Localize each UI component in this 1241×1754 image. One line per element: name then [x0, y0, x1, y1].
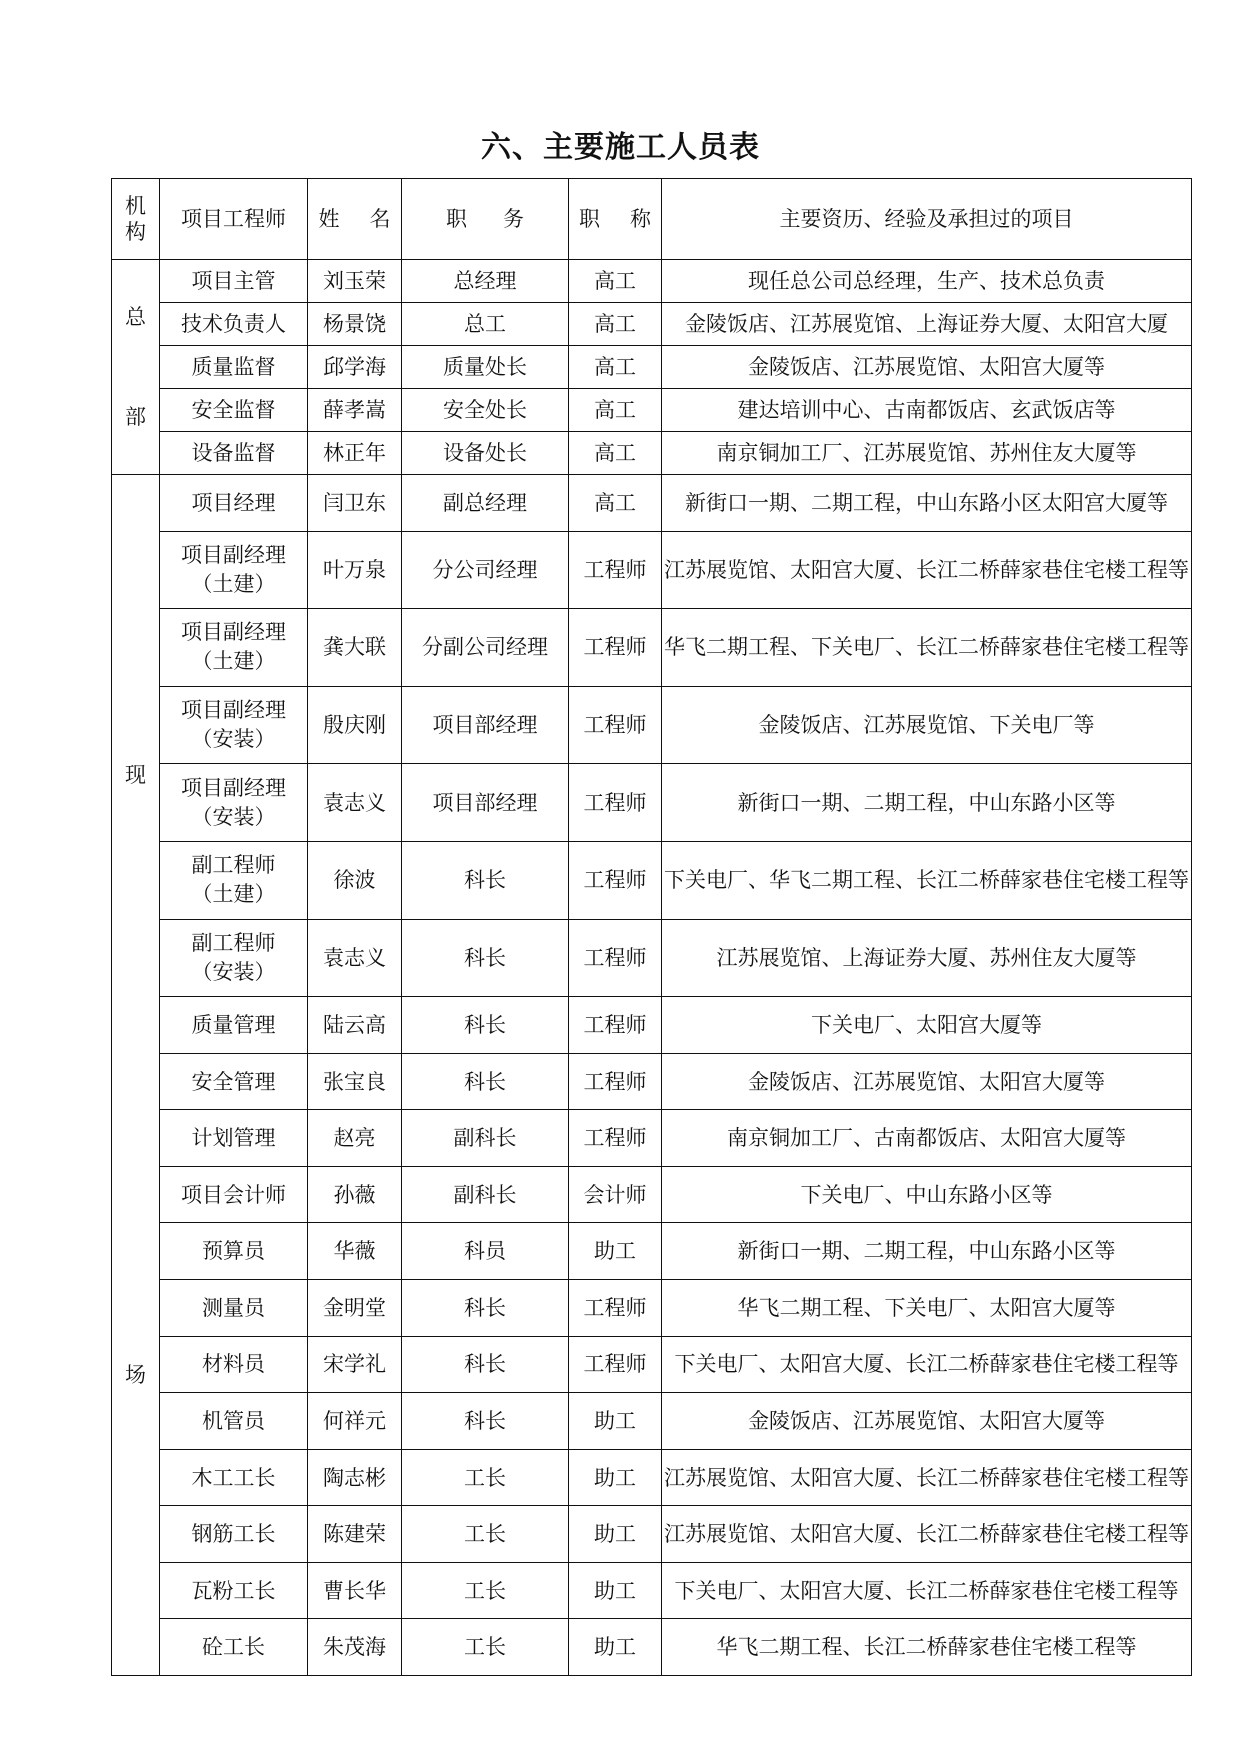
position-cell: 科长 — [402, 1393, 569, 1450]
table-row — [112, 1223, 1192, 1280]
role-cell: 技术负责人 — [160, 303, 308, 346]
position-cell: 总工 — [402, 303, 569, 346]
projects-cell: 华飞二期工程、长江二桥薛家巷住宅楼工程等 — [662, 1619, 1192, 1676]
table-row — [112, 686, 1192, 764]
table-row — [112, 260, 1192, 303]
title-cell: 高工 — [569, 346, 662, 389]
projects-cell: 下关电厂、太阳宫大厦等 — [662, 997, 1192, 1054]
position-cell: 工长 — [402, 1562, 569, 1619]
projects-cell: 金陵饭店、江苏展览馆、下关电厂等 — [662, 686, 1192, 764]
org-group-label: 部 — [125, 405, 146, 429]
name-cell: 金明堂 — [308, 1280, 402, 1337]
table-row — [112, 1110, 1192, 1167]
projects-cell: 下关电厂、太阳宫大厦、长江二桥薛家巷住宅楼工程等 — [662, 1336, 1192, 1393]
position-cell: 工长 — [402, 1449, 569, 1506]
title-cell: 工程师 — [569, 686, 662, 764]
name-cell: 袁志义 — [308, 919, 402, 997]
title-cell: 助工 — [569, 1619, 662, 1676]
title-cell: 高工 — [569, 432, 662, 475]
name-cell: 何祥元 — [308, 1393, 402, 1450]
name-cell: 龚大联 — [308, 609, 402, 687]
position-cell: 分副公司经理 — [402, 609, 569, 687]
role-cell: 项目会计师 — [160, 1166, 308, 1223]
projects-cell: 南京铜加工厂、江苏展览馆、苏州住友大厦等 — [662, 432, 1192, 475]
role-cell: 设备监督 — [160, 432, 308, 475]
name-cell: 林正年 — [308, 432, 402, 475]
position-cell: 科长 — [402, 1280, 569, 1337]
name-cell: 徐波 — [308, 842, 402, 920]
header-role: 项目工程师 — [160, 179, 308, 260]
projects-cell: 建达培训中心、古南都饭店、玄武饭店等 — [662, 389, 1192, 432]
header-position: 职 务 — [402, 179, 569, 260]
role-cell: 机管员 — [160, 1393, 308, 1450]
role-cell: 瓦粉工长 — [160, 1562, 308, 1619]
name-cell: 殷庆刚 — [308, 686, 402, 764]
name-cell: 曹长华 — [308, 1562, 402, 1619]
header-org: 机 构 — [112, 179, 160, 260]
name-cell: 杨景饶 — [308, 303, 402, 346]
position-cell: 科员 — [402, 1223, 569, 1280]
table-row — [112, 432, 1192, 475]
header-title: 职 称 — [569, 179, 662, 260]
title-cell: 工程师 — [569, 609, 662, 687]
title-cell: 工程师 — [569, 842, 662, 920]
position-cell: 副科长 — [402, 1110, 569, 1167]
title-cell: 工程师 — [569, 919, 662, 997]
table-row — [112, 842, 1192, 920]
title-cell: 工程师 — [569, 531, 662, 609]
title-cell: 高工 — [569, 389, 662, 432]
projects-cell: 江苏展览馆、上海证券大厦、苏州住友大厦等 — [662, 919, 1192, 997]
name-cell: 张宝良 — [308, 1053, 402, 1110]
projects-cell: 金陵饭店、江苏展览馆、太阳宫大厦等 — [662, 1393, 1192, 1450]
org-group-cell — [112, 475, 160, 1676]
role-cell: 项目副经理 （安装） — [160, 764, 308, 842]
title-cell: 工程师 — [569, 1110, 662, 1167]
projects-cell: 新街口一期、二期工程，中山东路小区等 — [662, 764, 1192, 842]
position-cell: 科长 — [402, 842, 569, 920]
position-cell: 副科长 — [402, 1166, 569, 1223]
header-name: 姓 名 — [308, 179, 402, 260]
position-cell: 质量处长 — [402, 346, 569, 389]
role-cell: 安全监督 — [160, 389, 308, 432]
role-cell: 质量管理 — [160, 997, 308, 1054]
table-row — [112, 1449, 1192, 1506]
table-row — [112, 764, 1192, 842]
page-title: 六、主要施工人员表 — [481, 130, 760, 165]
name-cell: 宋学礼 — [308, 1336, 402, 1393]
table-row — [112, 1053, 1192, 1110]
name-cell: 闫卫东 — [308, 475, 402, 532]
role-cell: 副工程师 （安装） — [160, 919, 308, 997]
title-cell: 高工 — [569, 475, 662, 532]
table-row — [112, 1393, 1192, 1450]
position-cell: 设备处长 — [402, 432, 569, 475]
table-row — [112, 1619, 1192, 1676]
position-cell: 科长 — [402, 997, 569, 1054]
position-cell: 项目部经理 — [402, 764, 569, 842]
position-cell: 科长 — [402, 1053, 569, 1110]
org-group-label: 现 — [125, 763, 146, 787]
name-cell: 陆云高 — [308, 997, 402, 1054]
role-cell: 项目副经理 （土建） — [160, 531, 308, 609]
role-cell: 砼工长 — [160, 1619, 308, 1676]
projects-cell: 华飞二期工程、下关电厂、长江二桥薛家巷住宅楼工程等 — [662, 609, 1192, 687]
position-cell: 工长 — [402, 1506, 569, 1563]
role-cell: 木工工长 — [160, 1449, 308, 1506]
table-row — [112, 919, 1192, 997]
position-cell: 副总经理 — [402, 475, 569, 532]
table-row — [112, 1506, 1192, 1563]
projects-cell: 现任总公司总经理，生产、技术总负责 — [662, 260, 1192, 303]
org-group-label: 总 — [125, 305, 146, 329]
role-cell: 项目副经理 （土建） — [160, 609, 308, 687]
role-cell: 预算员 — [160, 1223, 308, 1280]
table-row — [112, 1280, 1192, 1337]
role-cell: 质量监督 — [160, 346, 308, 389]
name-cell: 孙薇 — [308, 1166, 402, 1223]
projects-cell: 下关电厂、太阳宫大厦、长江二桥薛家巷住宅楼工程等 — [662, 1562, 1192, 1619]
staff-table — [111, 178, 1192, 1676]
projects-cell: 新街口一期、二期工程，中山东路小区等 — [662, 1223, 1192, 1280]
projects-cell: 金陵饭店、江苏展览馆、上海证券大厦、太阳宫大厦 — [662, 303, 1192, 346]
role-cell: 测量员 — [160, 1280, 308, 1337]
table-row — [112, 1562, 1192, 1619]
org-group-cell — [112, 260, 160, 475]
projects-cell: 江苏展览馆、太阳宫大厦、长江二桥薛家巷住宅楼工程等 — [662, 1506, 1192, 1563]
table-row — [112, 303, 1192, 346]
name-cell: 华薇 — [308, 1223, 402, 1280]
title-cell: 高工 — [569, 260, 662, 303]
name-cell: 赵亮 — [308, 1110, 402, 1167]
projects-cell: 江苏展览馆、太阳宫大厦、长江二桥薛家巷住宅楼工程等 — [662, 531, 1192, 609]
position-cell: 科长 — [402, 919, 569, 997]
title-cell: 高工 — [569, 303, 662, 346]
projects-cell: 南京铜加工厂、古南都饭店、太阳宫大厦等 — [662, 1110, 1192, 1167]
role-cell: 材料员 — [160, 1336, 308, 1393]
position-cell: 工长 — [402, 1619, 569, 1676]
title-cell: 会计师 — [569, 1166, 662, 1223]
name-cell: 叶万泉 — [308, 531, 402, 609]
title-cell: 工程师 — [569, 764, 662, 842]
table-row — [112, 389, 1192, 432]
name-cell: 朱茂海 — [308, 1619, 402, 1676]
title-cell: 工程师 — [569, 1280, 662, 1337]
name-cell: 薛孝嵩 — [308, 389, 402, 432]
position-cell: 安全处长 — [402, 389, 569, 432]
role-cell: 安全管理 — [160, 1053, 308, 1110]
title-cell: 助工 — [569, 1506, 662, 1563]
table-row — [112, 475, 1192, 532]
name-cell: 邱学海 — [308, 346, 402, 389]
projects-cell: 下关电厂、中山东路小区等 — [662, 1166, 1192, 1223]
title-cell: 工程师 — [569, 997, 662, 1054]
role-cell: 项目经理 — [160, 475, 308, 532]
header-row — [112, 179, 1192, 260]
title-cell: 助工 — [569, 1393, 662, 1450]
projects-cell: 下关电厂、华飞二期工程、长江二桥薛家巷住宅楼工程等 — [662, 842, 1192, 920]
table-row — [112, 531, 1192, 609]
projects-cell: 江苏展览馆、太阳宫大厦、长江二桥薛家巷住宅楼工程等 — [662, 1449, 1192, 1506]
role-cell: 项目副经理 （安装） — [160, 686, 308, 764]
table-row — [112, 1336, 1192, 1393]
title-cell: 助工 — [569, 1449, 662, 1506]
name-cell: 陈建荣 — [308, 1506, 402, 1563]
position-cell: 项目部经理 — [402, 686, 569, 764]
position-cell: 科长 — [402, 1336, 569, 1393]
name-cell: 袁志义 — [308, 764, 402, 842]
header-projects: 主要资历、经验及承担过的项目 — [662, 179, 1192, 260]
name-cell: 陶志彬 — [308, 1449, 402, 1506]
role-cell: 钢筋工长 — [160, 1506, 308, 1563]
org-group-label: 场 — [125, 1363, 146, 1387]
table-row — [112, 609, 1192, 687]
title-cell: 助工 — [569, 1562, 662, 1619]
position-cell: 分公司经理 — [402, 531, 569, 609]
title-cell: 工程师 — [569, 1336, 662, 1393]
table-row — [112, 1166, 1192, 1223]
title-cell: 工程师 — [569, 1053, 662, 1110]
projects-cell: 金陵饭店、江苏展览馆、太阳宫大厦等 — [662, 1053, 1192, 1110]
position-cell: 总经理 — [402, 260, 569, 303]
title-cell: 助工 — [569, 1223, 662, 1280]
projects-cell: 新街口一期、二期工程，中山东路小区太阳宫大厦等 — [662, 475, 1192, 532]
table-row — [112, 997, 1192, 1054]
role-cell: 项目主管 — [160, 260, 308, 303]
projects-cell: 金陵饭店、江苏展览馆、太阳宫大厦等 — [662, 346, 1192, 389]
table-row — [112, 346, 1192, 389]
role-cell: 副工程师 （土建） — [160, 842, 308, 920]
name-cell: 刘玉荣 — [308, 260, 402, 303]
role-cell: 计划管理 — [160, 1110, 308, 1167]
projects-cell: 华飞二期工程、下关电厂、太阳宫大厦等 — [662, 1280, 1192, 1337]
